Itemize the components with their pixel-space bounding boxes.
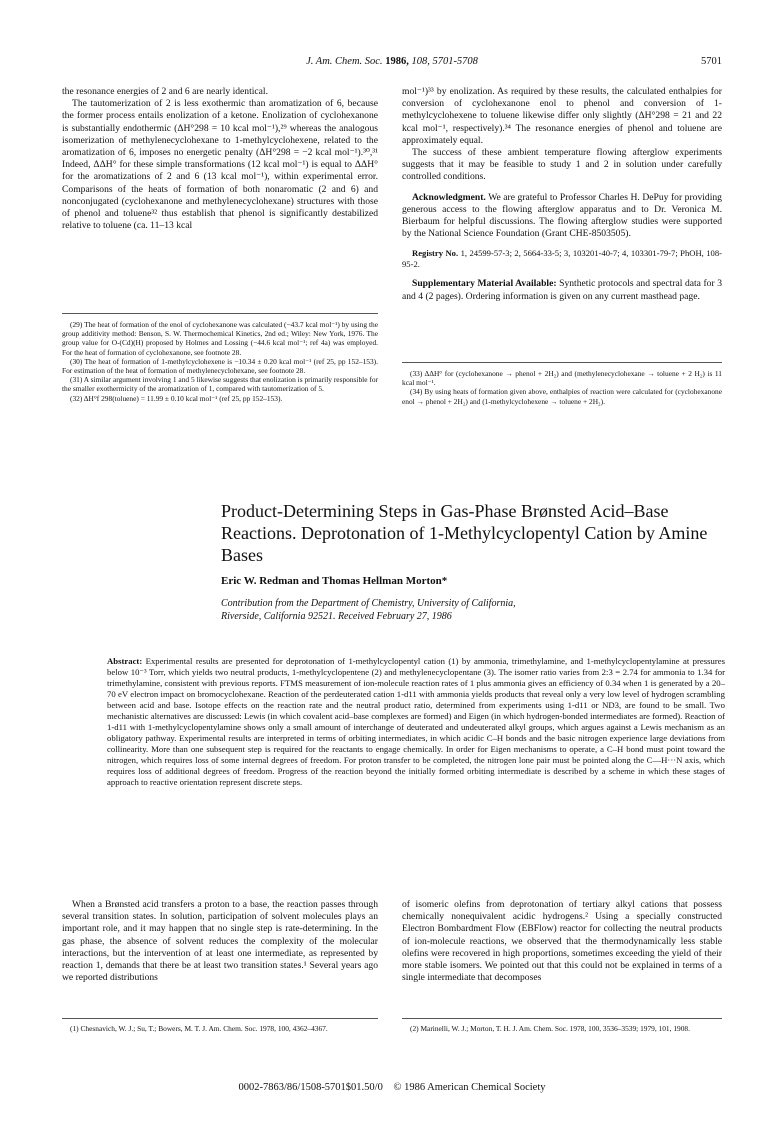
footnote-32: (32) ΔH°f 298(toluene) = 11.99 ± 0.10 kcal mol⁻¹ (ref 25, pp 152–153). [70,393,283,403]
body-left-column [62,899,378,984]
article-affiliation [221,598,721,623]
supplementary-material [402,278,722,302]
right-paragraph-2: The success of these ambient temperature flowing afterglow experiments suggests that it may be feasible to study 1 and 2 in solution under carefully controlled conditions. [402,147,722,183]
registry-numbers [402,248,722,270]
page-number: 5701 [701,56,722,67]
left-paragraph-1: the resonance energies of 2 and 6 are nearly identical. [62,86,268,97]
running-header [62,56,722,72]
footnote-2: (2) Marinelli, W. J.; Morton, T. H. J. Am. Chem. Soc. 1978, 100, 3536–3539; 1979, 101, 1908. [410,1024,690,1033]
footnote-30: (30) The heat of formation of 1-methylcyclohexene is −10.34 ± 0.20 kcal mol⁻¹ (ref 25, pp 152–153). For estimation of the heat of formation of methylenecyclohexane, see footnote 28. [62,356,378,376]
article-title: Product-Determining Steps in Gas-Phase Brønsted Acid–Base Reactions. Deprotonation of 1-Methylcyclopentyl Cation by Amine Bases [221,501,708,565]
footnote-1: (1) Chesnavich, W. J.; Su, T.; Bowers, M. T. J. Am. Chem. Soc. 1978, 100, 4362–4367. [70,1024,328,1033]
body-footnote-left [62,1024,378,1033]
registry-heading: Registry No. [412,248,459,259]
footnote-rule-right [402,362,722,363]
body-footnote-right [402,1024,722,1033]
body-right-column [402,899,722,984]
footnote-29: (29) The heat of formation of the enol of cyclohexanone was calculated (−43.7 kcal mol⁻¹) by using the group additivity method: Benson, S. W. Thermochemical Kinetics, 2nd ed.; Wiley: New York, 1976. The group value for O-(Cd)(H) proposed by Holmes and Lossing (−44.6 kcal mol⁻¹; ref 4a) was employed. For the heat of formation of cyclohexanone, see footnote 28. [62,320,378,357]
article-authors: Eric W. Redman and Thomas Hellman Morton* [221,575,448,587]
right-paragraph-1: mol⁻¹)³³ by enolization. As required by these results, the calculated enthalpies for conversion of cyclohexanone enol to phenol and conversion of 1-methylcyclohexene to toluene likewise differ only slightly (ΔH°298 = 21 and 22 kcal mol⁻¹, respectively).³⁴ The resonance energies of phenol and toluene are approximately equal. [402,86,722,146]
body-footnote-rule-left [62,1018,378,1019]
abstract [107,656,725,788]
affiliation-line-1: Contribution from the Department of Chemistry, University of California, [221,598,516,609]
abstract-text: Experimental results are presented for deprotonation of 1-methylcyclopentyl cation (1) by ammonia, trimethylamine, and 1-methylcyclopentylamine at pressures below 10⁻³ Torr, which yields two neutral products, 1-methylcyclopentene (2) and methylenecyclopentane (3). The isomer ratio varies from 2:3 = 2.74 for ammonia to 1.34 for trimethylamine, consistent with previous reports. FTMS measurement of ion-molecule reaction rates of 1 plus ammonia gives an efficiency of 0.34 when 1 is generated by a 20–70 eV electron impact on bromocyclohexane. Reaction of the perdeuterated cation 1-d11 with ammonia yields products that reveal only a very low level of hydrogen scrambling between acid and base. Isotope effects on the reaction rate and the neutral product ratio, determined from experiments using 1-d11 or ND3, are found to be small. Two mechanistic alternatives are discussed: Lewis (in which covalent acid–base complexes are formed) and Eigen (in which hydrogen-bonded intermediates are formed). Reaction of 1-d11 with 1-methylcyclopentylamine shows only a small amount of interchange of deuterated and undeuterated alkyl groups, which argues against a Lewis mechanism as an obligatory pathway. Experimental results are interpreted in terms of orbiting intermediates, in which acidic C–H bonds and the basic nitrogen experience large deviations from collinearity. More than one subsequent step is required for the reactants to engage chemically. In order for Eigen mechanisms to operate, a C–H bond must point toward the nitrogen, which requires loss of some internal degrees of freedom. For proton transfer to be completed, the nitrogen lone pair must be pointed along the C—H···N axis, which requires loss of additional degrees of freedom. Progress of the reaction beyond the initially formed orbiting intermediate is described by a scheme in which these stages of approach to reactive orientation represent discrete steps. [107,656,725,787]
supplementary-text: Synthetic protocols and spectral data for 3 and 4 (2 pages). Ordering information is given on any current masthead page. [402,278,723,302]
footnote-rule-left [62,313,378,314]
body-paragraph-right: of isomeric olefins from deprotonation of tertiary alkyl cations that possess chemically nonequivalent acidic hydrogens.² Using a specially constructed Electron Bombardment Flow (EBFlow) reactor for collecting the neutral products of ion-molecule reactions, we observed that the thermodynamically less stable olefins were recovered in high proportions, sometimes exceeding the yield of their more stable isomers. We pointed out that this could not be explained in terms of a single intermediate that decomposes [402,899,722,984]
journal-name: J. Am. Chem. Soc. [306,56,383,67]
journal-year: 1986, [385,56,409,67]
left-paragraph-2: The tautomerization of 2 is less exothermic than aromatization of 6, because the former process entails enolization of a ketone. Enolization of cyclohexanone is substantially endothermic (ΔH°298 = 10 kcal mol⁻¹),²⁹ whereas the analogous isomerization of methylenecyclohexane to 1-methylcyclohexene, related to the aromatization of 6, imposes no energetic penalty (ΔH°298 = −2 kcal mol⁻¹).³⁰,³¹ Indeed, ΔΔH° for these simple transformations (12 kcal mol⁻¹) is equal to ΔΔH° for the aromatizations of 2 and 6 (13 kcal mol⁻¹), within experimental error. Comparisons of the heats of formation of both nonaromatic (2 and 6) and nonconjugated (cyclohexanone and methylenecyclohexane) structures with those of phenol and toluene³² thus establish that phenol is significantly destabilized relative to toluene (ca. 11–13 kcal [62,98,378,232]
page-footer [62,1082,722,1093]
copyright: © 1986 American Chemical Society [393,1082,546,1093]
footnote-31: (31) A similar argument involving 1 and 5 likewise suggests that enolization is primarily responsible for the smaller exothermicity of the aromatization of 1, compared with tautomerization of 5. [62,375,378,394]
body-paragraph-left: When a Brønsted acid transfers a proton to a base, the reaction passes through several transition states. In solution, participation of solvent molecules plays an important role, and it may happen that no single step is rate-determining. In the gas phase, the absence of solvent reduces the complexity of the molecular interactions, but the intervention of at least one intermediate, as represented by reaction 1, demands that there be at least two transition states.¹ Several years ago we reported distributions [62,899,378,984]
acknowledgment-text: We are grateful to Professor Charles H. DePuy for providing generous access to the flowing afterglow apparatus and to Dr. Veronica M. Bierbaum for helpful discussions. The flowing afterglow studies were supported by the National Science Foundation (Grant CHE-8503505). [402,191,722,240]
left-column-top [62,86,378,232]
supplementary-heading: Supplementary Material Available: [412,278,557,290]
right-footnotes [402,369,722,406]
right-column-top [402,86,722,303]
left-footnotes [62,320,378,403]
journal-volume: 108, [411,56,430,67]
footnote-34: (34) By using heats of formation given above, enthalpies of reaction were calculated for (cyclohexanone enol → phenol + 2H₂) and (1-methylcyclohexene → toluene + 2H₂). [402,387,722,406]
acknowledgment [402,192,722,241]
registry-text: 1, 24599-57-3; 2, 5664-33-5; 3, 103201-40-7; 4, 103301-79-7; PhOH, 108-95-2. [402,248,722,270]
article-code: 0002-7863/86/1508-5701$01.50/0 [238,1082,383,1093]
abstract-heading: Abstract: [107,656,143,666]
acknowledgment-heading: Acknowledgment. [412,191,486,203]
body-footnote-rule-right [402,1018,722,1019]
affiliation-line-2: Riverside, California 92521. Received February 27, 1986 [221,610,452,622]
footnote-33: (33) ΔΔH° for (cyclohexanone → phenol + 2H₂) and (methylenecyclohexane → toluene + 2 H₂) is 11 kcal mol⁻¹. [402,369,722,388]
journal-citation [62,56,722,67]
journal-pages: 5701-5708 [432,56,478,67]
